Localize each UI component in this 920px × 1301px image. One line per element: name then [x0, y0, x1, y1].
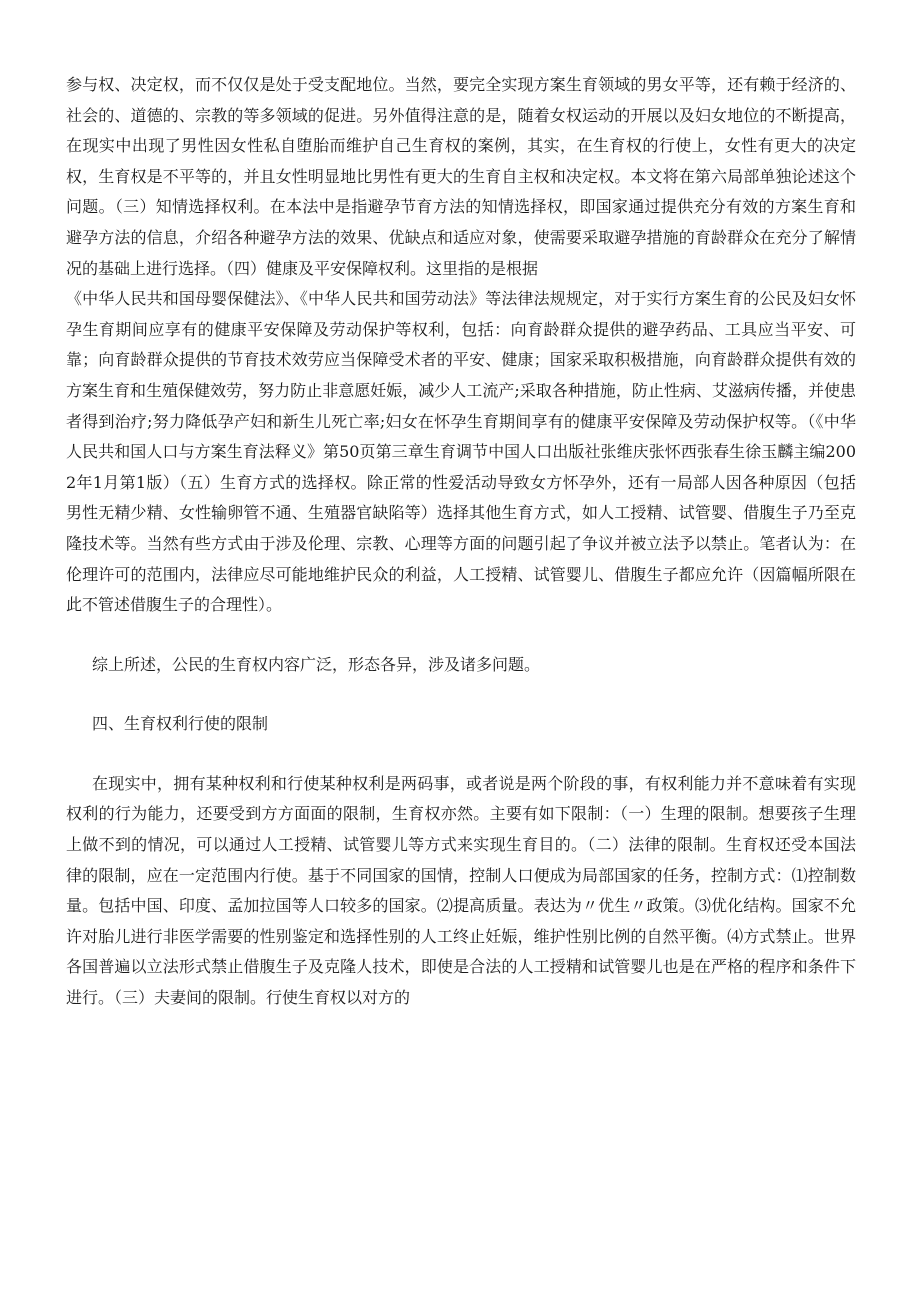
- body-paragraph-restrictions: 在现实中，拥有某种权利和行使某种权利是两码事，或者说是两个阶段的事，有权利能力并不意味着有实现权利的行为能力，还要受到方方面面的限制，生育权亦然。主要有如下限制：（一）生理的限制。想要孩子生理上做不到的情况，可以通过人工授精、试管婴儿等方式来实现生育目的。（二）法律的限制。生育权还受本国法律的限制，应在一定范围内行使。基于不同国家的国情，控制人口便成为局部国家的任务，控制方式：⑴控制数量。包括中国、印度、孟加拉国等人口较多的国家。⑵提高质量。表达为〃优生〃政策。⑶优化结构。国家不允许对胎儿进行非医学需要的性别鉴定和选择性别的人工终止妊娠，维护性别比例的自然平衡。⑷方式禁止。世界各国普遍以立法形式禁止借腹生子及克隆人技术，即使是合法的人工授精和试管婴儿也是在严格的程序和条件下进行。（三）夫妻间的限制。行使生育权以对方的: [66, 773, 856, 1008]
- body-paragraph-summary: 综上所述，公民的生育权内容广泛，形态各异，涉及诸多问题。: [92, 654, 541, 674]
- body-paragraph-rights-continued: 参与权、决定权，而不仅仅是处于受支配地位。当然，要完全实现方案生育领域的男女平等，还有赖于经济的、社会的、道德的、宗教的等多领域的促进。另外值得注意的是，随着女权运动的开展以及妇女地位的不断提高，在现实中出现了男性因女性私自堕胎而维护自己生育权的案例，其实，在生育权的行使上，女性有更大的决定权，生育权是不平等的，并且女性明显地比男性有更大的生育自主权和决定权。本文将在第六局部单独论述这个问题。（三）知情选择权利。在本法中是指避孕节育方法的知情选择权，即国家通过提供充分有效的方案生育和避孕方法的信息，介绍各种避孕方法的效果、优缺点和适应对象，使需要采取避孕措施的育龄群众在充分了解情况的基础上进行选择。（四）健康及平安保障权利。这里指的是根据: [66, 75, 856, 278]
- paragraph-gap: [66, 740, 856, 769]
- document-page: [66, 70, 856, 1014]
- section-heading: 四、生育权利行使的限制: [92, 714, 269, 734]
- paragraph-gap: [66, 680, 856, 709]
- paragraph-gap: [66, 621, 856, 650]
- body-paragraph-health-safety: 《中华人民共和国母婴保健法》、《中华人民共和国劳动法》等法律法规规定，对于实行方案生育的公民及妇女怀孕生育期间应享有的健康平安保障及劳动保护等权利，包括：向育龄群众提供的避孕药品、工具应当平安、可靠；向育龄群众提供的节育技术效劳应当保障受术者的平安、健康；国家采取积极措施，向育龄群众提供有效的方案生育和生殖保健效劳，努力防止非意愿妊娠，减少人工流产;采取各种措施，防止性病、艾滋病传播，并使患者得到治疗;努力降低孕产妇和新生儿死亡率;妇女在怀孕生育期间享有的健康平安保障及劳动保护权等。（《中华人民共和国人口与方案生育法释义》第50页第三章生育调节中国人口出版社张维庆张怀西张春生徐玉麟主编2002年1月第1版）（五）生育方式的选择权。除正常的性爱活动导致女方怀孕外，还有一局部人因各种原因（包括男性无精少精、女性输卵管不通、生殖器官缺陷等）选择其他生育方式，如人工授精、试管婴、借腹生子乃至克隆技术等。当然有些方式由于涉及伦理、宗教、心理等方面的问题引起了争议并被立法予以禁止。笔者认为：在伦理许可的范围内，法律应尽可能地维护民众的利益，人工授精、试管婴儿、借腹生子都应允许（因篇幅所限在此不管述借腹生子的合理性）。: [66, 289, 856, 615]
